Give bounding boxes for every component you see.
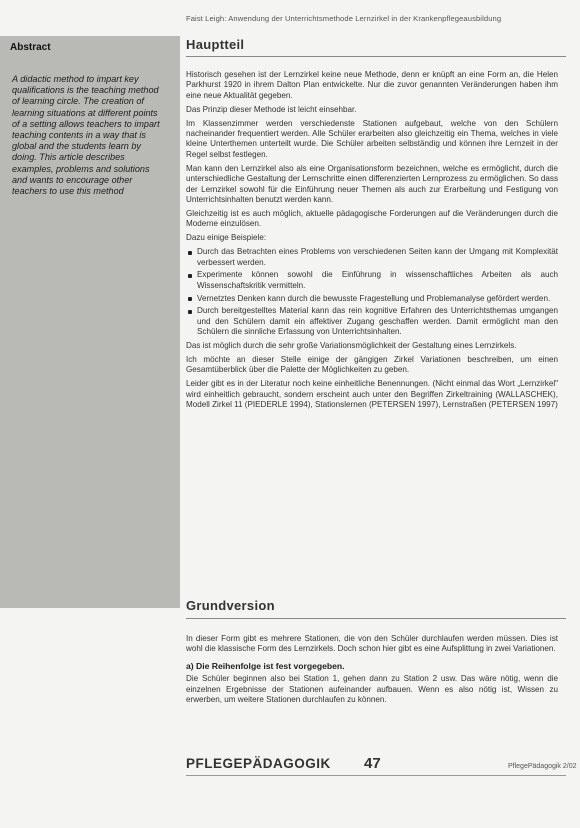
section-heading-grundversion: Grundversion	[186, 598, 275, 613]
page-number: 47	[364, 755, 381, 772]
grundversion-body	[186, 634, 558, 709]
paragraph: Ich möchte an dieser Stelle einige der gängigen Zirkel Variationen beschreiben, um einen Gesamtüberblick über die Palette der Möglichkeiten zu geben.	[186, 354, 558, 375]
main-body	[186, 70, 558, 414]
paragraph: Historisch gesehen ist der Lernzirkel keine neue Methode, denn er knüpft an eine Form an, die Helen Parkhurst 1920 in ihrem Dalton Plan entwickelte. Nur die zuvor genannten Veränderungen haben ihm eine neue Aktualität gegeben.	[186, 70, 558, 100]
running-head: Faist Leigh: Anwendung der Unterrichtsmethode Lernzirkel in der Krankenpflegeausbildung	[186, 14, 502, 23]
paragraph: Man kann den Lernzirkel also als eine Organisationsform bezeichnen, welche es ermöglicht, durch die unterschiedliche Gestaltung der Lernschritte einen differenzierten Lernprozess zu ermöglichen. So dass der Lernzirkel sowohl für die Einführung neuer Themen als auch zur Erarbeitung und Festigung von Unterrichtsinhalten benutzt werden kann.	[186, 163, 558, 204]
paragraph: Das Prinzip dieser Methode ist leicht einsehbar.	[186, 104, 357, 114]
abstract-sidebar	[0, 36, 180, 608]
journal-title: PFLEGEPÄDAGOGIK	[186, 756, 331, 771]
abstract-title: Abstract	[10, 42, 51, 53]
paragraph: Dazu einige Beispiele:	[186, 233, 267, 243]
paragraph: Das ist möglich durch die sehr große Variationsmöglichkeit der Gestaltung eines Lernzirkels.	[186, 341, 517, 351]
paragraph: Im Klassenzimmer werden verschiedenste Stationen aufgebaut, welche von den Schülern nacheinander frequentiert werden. Alle Schüler erarbeiten also gleichzeitig ein Thema, welches in viele kleine Unterthemen unterteilt wurde. Die Schüler arbeiten selbständig und können ihre Lernzeit in der Regel selbst festlegen.	[186, 118, 558, 159]
subheading: a) Die Reihenfolge ist fest vorgegeben.	[186, 660, 345, 671]
paragraph: Die Schüler beginnen also bei Station 1, gehen dann zu Station 2 usw. Das wäre nötig, wenn die einzelnen Ergebnisse der Stationen aufeinander aufbauen. Wenn es also nötig ist, Wissen zu erwerben, um weitere Stationen durchlaufen zu können.	[186, 674, 558, 705]
abstract-text: A didactic method to impart key qualifications is the teaching method of learning circle. The creation of learning situations at different points of a setting allows teachers to impart teaching contents in a way that is global and the students learn by doing. This article describes examples, problems and solutions and wants to encourage other teachers to use this method	[12, 74, 160, 197]
issue-label: PflegePädagogik 2/02	[508, 763, 577, 770]
list-item: Durch das Betrachten eines Problems von verschiedenen Seiten kann der Umgang mit Komplexität verbessert werden.	[197, 247, 558, 267]
list-item: Durch bereitgestelltes Material kann das rein kognitive Erfahren des Unterrichtsthemas umgangen und den Schülern damit ein affektiver Zugang geschaffen werden. Damit ermöglicht man den Schülern die sinnliche Erfassung von Unterrichtsinhalten.	[197, 306, 558, 337]
heading-rule	[186, 56, 566, 57]
heading-rule	[186, 618, 566, 619]
paragraph: In dieser Form gibt es mehrere Stationen, die von den Schüler durchlaufen werden müssen. Dies ist wohl die klassische Form des Lernzirkels. Doch schon hier gibt es eine Aufsplittung in zwei Variationen.	[186, 634, 558, 654]
paragraph: Leider gibt es in der Literatur noch keine einheitliche Benennungen. (Nicht einmal das Wort „Lernzirkel" wird einheitlich gebraucht, sondern erscheint auch unter den Begriffen Zirkeltraining (WALLASCHEK), Modell Zirkel 11 (PIEDERLE 1994), Stationslernen (PETERSEN 1997), Lernstraßen (PETERSEN 1997)	[186, 379, 558, 410]
footer-rule	[186, 775, 566, 776]
list-item: Experimente können sowohl die Einführung in wissenschaftliches Arbeiten als auch Wissenschaftskritik vermitteln.	[197, 270, 558, 290]
section-heading-hauptteil: Hauptteil	[186, 37, 245, 52]
paragraph: Gleichzeitig ist es auch möglich, aktuelle pädagogische Forderungen auf die Veränderungen durch die Moderne einzulösen.	[186, 208, 558, 229]
list-item: Vernetztes Denken kann durch die bewusste Fragestellung und Problemanalyse gefördert werden.	[197, 294, 558, 304]
example-list	[186, 247, 558, 337]
